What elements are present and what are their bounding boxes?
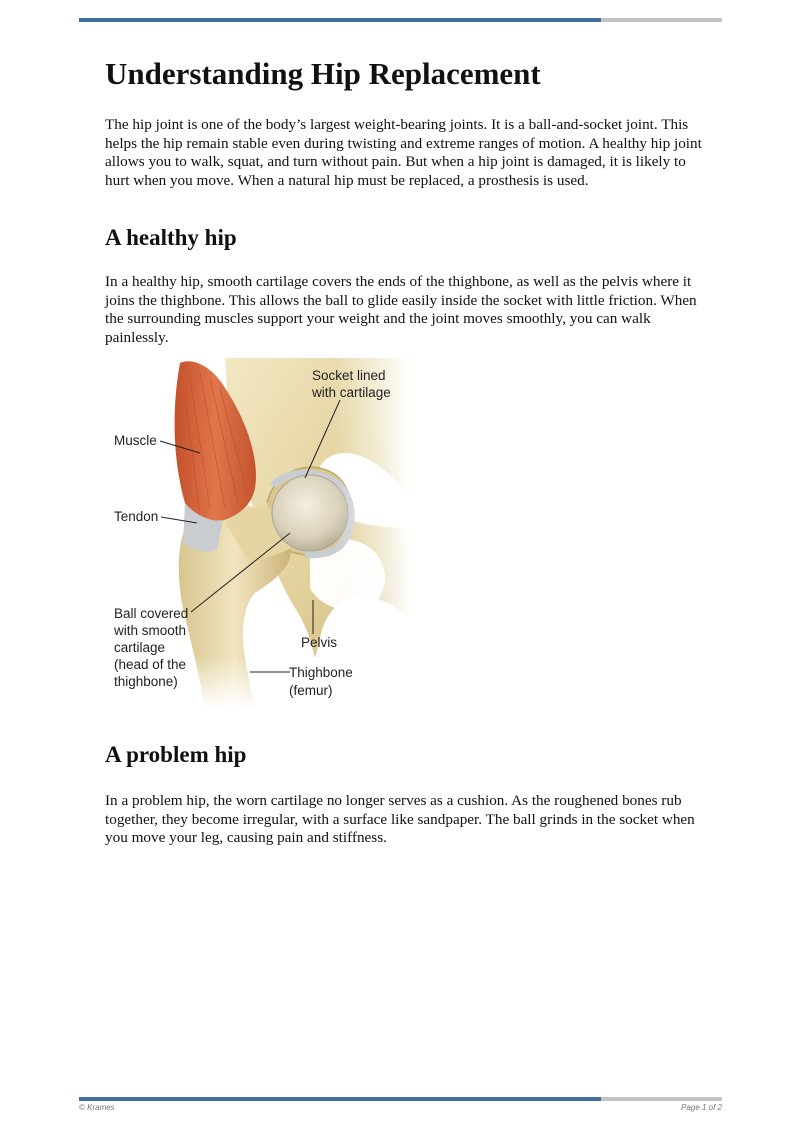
label-thighbone-line1: Thighbone xyxy=(289,665,353,680)
section-heading-healthy-hip: A healthy hip xyxy=(105,225,237,250)
label-tendon: Tendon xyxy=(114,509,159,524)
page-title: Understanding Hip Replacement xyxy=(105,56,541,91)
intro-paragraph: The hip joint is one of the body’s largest weight-bearing joints. It is a ball-and-socket joint. This helps the hip remain stable even during twisting and extreme ranges of motion. A healthy hip joint allows you to walk, squat, and turn without pain. But when a hip joint is damaged, it is likely to hurt when you move. When a natural hip must be replaced, a prosthesis is used. xyxy=(105,116,702,189)
section-body-problem-hip: In a problem hip, the worn cartilage no longer serves as a cushion. As the roughened bones rub together, they become irregular, with a surface like sandpaper. The ball grinds in the socket when you move your leg, causing pain and stiffness. xyxy=(105,792,695,846)
bottom-rule xyxy=(79,1097,722,1101)
footer-page-number: Page 1 of 2 xyxy=(681,1103,722,1112)
label-ball-line2: with smooth xyxy=(114,623,187,638)
label-socket-line1: Socket lined xyxy=(312,368,386,383)
top-rule xyxy=(79,18,722,22)
section-body-healthy-hip: In a healthy hip, smooth cartilage covers the ends of the thighbone, as well as the pelvis where it joins the thighbone. This allows the ball to glide easily inside the socket with little friction. When the surrounding muscles support your weight and the joint moves smoothly, you can walk painlessly. xyxy=(105,273,697,346)
label-pelvis: Pelvis xyxy=(301,635,338,650)
hip-anatomy-figure xyxy=(105,358,410,708)
footer-copyright: © Krames xyxy=(79,1103,115,1112)
label-muscle: Muscle xyxy=(114,433,157,448)
label-ball-line5: thighbone) xyxy=(114,674,178,689)
label-ball-line3: cartilage xyxy=(114,640,166,655)
top-rule-grey xyxy=(601,18,722,22)
bottom-rule-blue xyxy=(79,1097,601,1101)
section-heading-problem-hip: A problem hip xyxy=(105,742,247,767)
label-thighbone-line2: (femur) xyxy=(289,683,333,698)
bottom-rule-grey xyxy=(601,1097,722,1101)
label-ball-line4: (head of the xyxy=(114,657,187,672)
label-socket-line2: with cartilage xyxy=(312,385,391,400)
top-rule-blue xyxy=(79,18,601,22)
label-ball-line1: Ball covered xyxy=(114,606,189,621)
